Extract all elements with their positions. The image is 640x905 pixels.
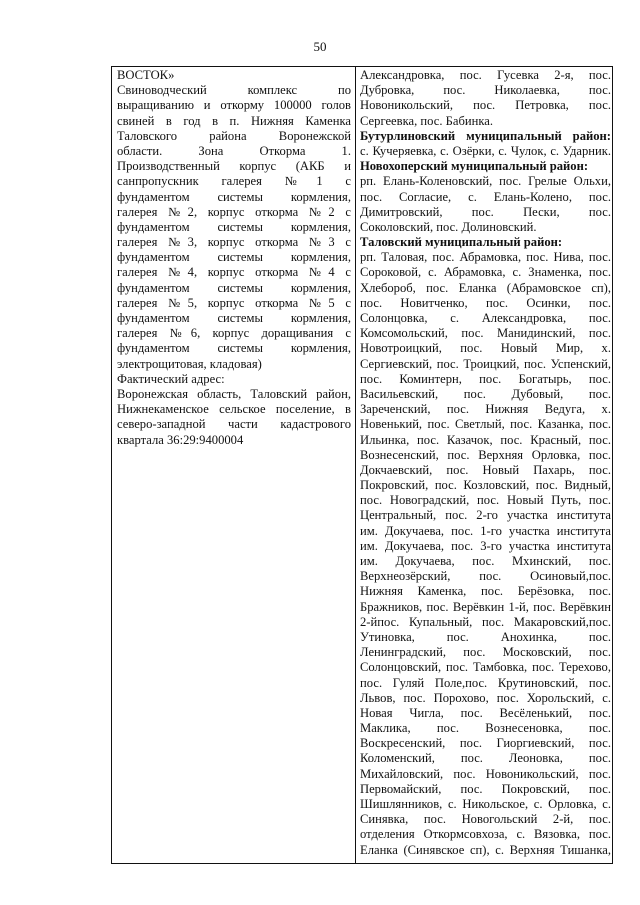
object-text-line: Нижнекаменское сельское поселение, в	[117, 402, 351, 417]
object-text-line: Таловского района Воронежской	[117, 128, 351, 143]
settlement-text-line: Первомайский, пос. Покровский, пос.	[360, 781, 611, 796]
object-text-line: галерея №6, корпус доращивания с	[117, 326, 351, 341]
settlement-text-line: Новая Чигла, пос. Весёленький, пос.	[360, 705, 611, 720]
settlement-text-heading: Бутурлиновский муниципальный район:	[360, 128, 611, 143]
document-table	[111, 66, 613, 864]
settlement-text-line: Центральный, пос. 2-го участка института	[360, 508, 611, 523]
settlement-text-line: 2-йпос. Купальный, пос. Макаровский,пос.	[360, 614, 611, 629]
settlement-text-line: Сергиевский, пос. Троицкий, пос. Успенский,	[360, 356, 611, 371]
settlement-text-line: Зареченский, пос. Нижняя Ведуга, х.	[360, 402, 611, 417]
settlement-text-line: рп. Елань-Коленовский, пос. Грелые Ольхи,	[360, 174, 611, 189]
object-text-line: галерея №4, корпус откорма №4 с	[117, 265, 351, 280]
object-text-line: выращиванию и откорму 100000 голов	[117, 98, 351, 113]
settlement-text-line: пос. Новитченко, пос. Осинки, пос.	[360, 295, 611, 310]
settlement-text-line: пос. Новоградский, пос. Новый Путь, пос.	[360, 493, 611, 508]
object-text-line: квартала 36:29:9400004	[117, 432, 244, 447]
settlement-text-line: Дубровка, пос. Николаевка, пос.	[360, 83, 611, 98]
settlements-list-cell	[360, 68, 611, 858]
settlement-text-line: Димитровский, пос. Пески, пос.	[360, 204, 611, 219]
settlement-text-line: рп. Таловая, пос. Абрамовка, пос. Нива, пос.	[360, 250, 611, 265]
settlement-text-line: Васильевский, пос. Дубовый, пос.	[360, 386, 611, 401]
settlement-text-line: Ленинградский, пос. Московский, пос.	[360, 645, 611, 660]
settlement-text-line: пос. Гуляй Поле,пос. Крутиновский, пос.	[360, 675, 611, 690]
object-text-line: Воронежская область, Таловский район,	[117, 386, 351, 401]
object-text-line: фундаментом системы кормления,	[117, 311, 351, 325]
settlement-text-line: Соколовский, пос. Долиновский.	[360, 219, 537, 234]
settlement-text-line: Новотроицкий, пос. Новый Мир, х.	[360, 341, 611, 356]
settlement-text-line: Львов, пос. Порохово, пос. Хорольский, с.	[360, 690, 611, 705]
settlement-text-line: Новоникольский, пос. Петровка, пос.	[360, 98, 611, 113]
settlement-text-line: Бражников, пос. Верёвкин 1-й, пос. Верёвкин	[360, 599, 611, 614]
settlement-text-line: пос. Согласие, с. Елань-Колено, пос.	[360, 189, 611, 204]
object-text-line: галерея №3, корпус откорма №3 с	[117, 235, 351, 250]
settlement-text-heading: Новохоперский муниципальный район:	[360, 159, 589, 174]
settlement-text-line: им. Докучаева, пос. 3-го участка института	[360, 538, 611, 553]
object-text-line: галерея №5, корпус откорма №5 с	[117, 295, 351, 310]
settlement-text-line: им. Докучаева, пос. Мхинский, пос.	[360, 554, 611, 568]
settlement-text-line: Коломенский, пос. Леоновка, пос.	[360, 751, 611, 766]
object-text-line: Производственный корпус (АКБ и	[117, 159, 351, 174]
object-text-line: фундаментом системы кормления,	[117, 189, 351, 204]
object-text-line: фундаментом системы кормления,	[117, 219, 351, 234]
object-text-line: свиней в год в п. Нижняя Каменка	[117, 113, 351, 128]
page-number: 50	[313, 39, 327, 54]
settlement-text-line: Сороковой, с. Абрамовка, с. Знаменка, пос.	[360, 265, 611, 280]
settlement-text-line: отделения Откормсовхоза, с. Вязовка, пос.	[360, 827, 611, 842]
object-text-line: Свиноводческий комплекс по	[117, 83, 351, 98]
settlement-text-line: Воскресенский, пос. Гиоргиевский, пос.	[360, 736, 611, 751]
settlement-text-line: Ильинка, пос. Казачок, пос. Красный, пос.	[360, 432, 611, 447]
settlement-text-line: пос. Коминтерн, пос. Богатырь, пос.	[360, 371, 611, 386]
settlement-text-line: им. Докучаева, пос. 1-го участка института	[360, 523, 611, 538]
settlement-text-heading: Таловский муниципальный район:	[360, 235, 563, 250]
settlement-text-line: Еланка (Синявское сп), с. Верхняя Тишанка,	[360, 842, 611, 857]
settlement-text-line: Маклика, пос. Вознесеновка, пос.	[360, 721, 611, 736]
settlement-text-line: Комсомольский, пос. Манидинский, пос.	[360, 326, 611, 341]
object-text-line: фундаментом системы кормления,	[117, 280, 351, 295]
settlement-text-line: Докчаевский, пос. Новый Пахарь, пос.	[360, 462, 611, 477]
object-text-line: северо-западной части кадастрового	[117, 417, 351, 432]
object-text-line: области. Зона Откорма 1.	[117, 143, 351, 158]
object-text-line: фундаментом системы кормления,	[117, 250, 351, 265]
settlement-text-line: Александровка, пос. Гусевка 2-я, пос.	[360, 68, 611, 82]
object-text-line: санпропускник галерея №1 с	[117, 174, 351, 189]
settlement-text-line: Вознесенский, пос. Верхняя Орловка, пос.	[360, 447, 611, 462]
settlement-text-line: Солонцовский, пос. Тамбовка, пос. Терехово,	[360, 660, 611, 675]
settlement-text-line: Нижняя Каменка, пос. Берёзовка, пос.	[360, 584, 611, 599]
column-divider	[355, 67, 356, 863]
settlement-text-line: Михайловский, пос. Новоникольский, пос.	[360, 766, 611, 781]
object-text-line: ВОСТОК»	[117, 68, 175, 82]
settlement-text-line: Синявка, пос. Новогольский 2-й, пос.	[360, 812, 611, 827]
object-text-line: галерея №2, корпус откорма №2 с	[117, 204, 351, 219]
object-text-line: Фактический адрес:	[117, 371, 225, 386]
object-text-line: фундаментом системы кормления,	[117, 341, 351, 356]
settlement-text-line: с. Кучеряевка, с. Озёрки, с. Чулок, с. Ударник.	[360, 143, 611, 158]
settlement-text-line: Хлебороб, пос. Еланка (Абрамовское сп),	[360, 280, 611, 295]
settlement-text-line: Покровский, пос. Козловский, пос. Видный,	[360, 478, 611, 493]
settlement-text-line: Утиновка, пос. Анохинка, пос.	[360, 629, 611, 644]
settlement-text-line: Сергеевка, пос. Бабинка.	[360, 113, 493, 128]
settlement-text-line: Верхнеозёрский, пос. Осиновый,пос.	[360, 569, 611, 584]
settlement-text-line: Новенький, пос. Светлый, пос. Казанка, пос.	[360, 417, 611, 432]
object-description-cell	[117, 68, 351, 448]
settlement-text-line: Солонцовка, с. Александровка, пос.	[360, 311, 611, 325]
settlement-text-line: Шишлянников, с. Никольское, с. Орловка, с.	[360, 797, 611, 811]
object-text-line: электрощитовая, кладовая)	[117, 356, 262, 371]
